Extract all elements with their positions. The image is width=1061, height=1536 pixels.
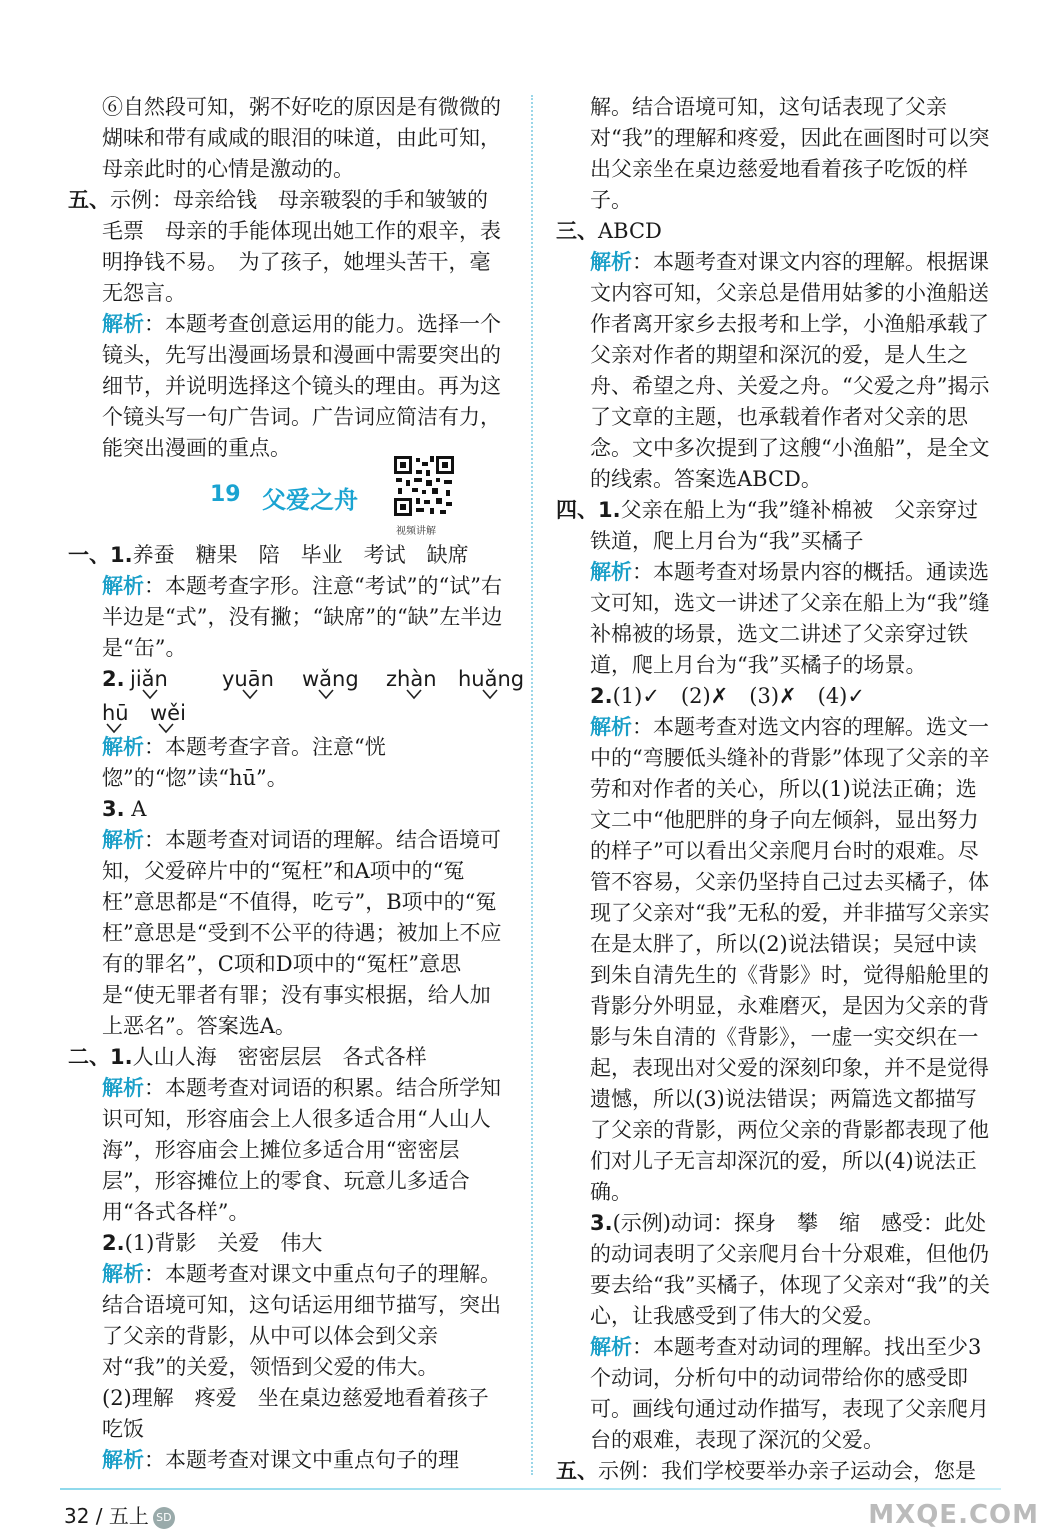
lesson-title: 父爱之舟 xyxy=(262,486,358,514)
analysis-text: ：本题考查对场景内容的概括。通读选文可知，选文一讲述了父亲在船上为“我”缝补棉被的场景，选文二讲述了父亲穿过铁道，爬上月台为“我”买橘子的场景。 xyxy=(590,560,990,677)
analysis xyxy=(68,825,508,1042)
pinyin-item: wěi xyxy=(150,701,186,725)
answer-text: 养蚕 糖果 陪 毕业 考试 缺席 xyxy=(132,543,469,567)
section-mark: 二、 xyxy=(68,1045,110,1069)
answer-text: (1)✓ (2)✗ (3)✗ (4)✓ xyxy=(612,684,865,708)
analysis-text: ：本题考查对课文中重点句子的理 xyxy=(144,1448,459,1472)
analysis-text: ：本题考查对课文中重点句子的理解。结合语境可知，这句话运用细节描写，突出了父亲的背影，从中可以体会到父亲对“我”的关爱，领悟到父爱的伟大。 xyxy=(102,1262,501,1379)
page-footer xyxy=(64,1500,175,1529)
section-mark: 三、 xyxy=(556,219,598,243)
right-column xyxy=(556,92,996,1487)
section-mark: 一、 xyxy=(68,543,110,567)
analysis xyxy=(556,557,996,681)
question-2 xyxy=(556,681,996,712)
analysis xyxy=(556,1332,996,1456)
pinyin-item: yuān xyxy=(222,667,274,691)
answer-text: (1)背影 关爱 伟大 xyxy=(124,1231,323,1255)
paragraph: ⑥自然段可知，粥不好吃的原因是有微微的煳味和带有咸咸的眼泪的味道，由此可知，母亲此时的心情是激动的。 xyxy=(102,95,501,181)
answer-text: 示例：母亲给钱 母亲皲裂的手和皱皱的毛票 母亲的手能体现出她工作的艰辛，表明挣钱不易。 为了孩子，她埋头苦干，毫无怨言。 xyxy=(102,188,501,305)
grade-label: 五上 xyxy=(108,1504,149,1528)
watermark: MXQE.COM xyxy=(868,1500,1039,1530)
footer-separator: / xyxy=(89,1504,109,1528)
check-mark-icon xyxy=(158,722,174,734)
analysis xyxy=(68,732,508,794)
section-3-answer xyxy=(556,216,996,247)
pinyin-item: hū xyxy=(102,701,129,725)
analysis-label: 解析 xyxy=(102,828,144,852)
section-5-answer xyxy=(556,1456,996,1487)
analysis-text: ：本题考查对动词的理解。找出至少3个动词，分析句中的动词带给你的感受即可。画线句通过动作描写，表现了父亲爬月台的艰难，表现了深沉的父爱。 xyxy=(590,1335,989,1452)
qr-caption: 视频讲解 xyxy=(396,526,436,537)
left-column-lower xyxy=(68,540,525,1476)
pinyin-item: huǎng xyxy=(458,667,525,691)
question-number: 2. xyxy=(590,684,613,708)
question-2 xyxy=(68,1228,508,1259)
question-number: 3. xyxy=(102,797,125,821)
lesson-number: 19 xyxy=(210,482,241,507)
qr-code-icon[interactable] xyxy=(392,454,456,518)
question-number: 2. xyxy=(102,1231,125,1255)
analysis-text: ：本题考查字音。注意“恍惚”的“惚”读“hū”。 xyxy=(102,735,386,790)
pinyin-item: wǎng xyxy=(302,667,359,691)
analysis-label: 解析 xyxy=(102,1448,144,1472)
answer-text: A xyxy=(131,797,147,821)
analysis xyxy=(556,247,996,495)
answer-text: ABCD xyxy=(598,219,662,243)
answer-text: 父亲在船上为“我”缝补棉被 父亲穿过铁道，爬上月台为“我”买橘子 xyxy=(590,498,979,553)
question-number: 1. xyxy=(110,1045,133,1069)
analysis-text: ：本题考查对课文内容的理解。根据课文内容可知，父亲总是借用姑爹的小渔船送作者离开家乡去报考和上学，小渔船承载了父亲对作者的期望和深沉的爱，是人生之舟、希望之舟、关爱之舟。“父爱之舟”揭示了文章的主题，也承载着作者对父亲的思念。文中多次提到了这艘“小渔船”，是全文的线索。答案选ABCD。 xyxy=(590,250,990,491)
analysis-text: ：本题考查对词语的理解。结合语境可知，父爱碎片中的“冤枉”和A项中的“冤枉”意思都是“不值得，吃亏”，B项中的“冤枉”意思是“受到不公平的待遇；被加上不应有的罪名”，C项和D项中的“冤枉”意思是“使无罪者有罪；没有事实根据，给人加上恶名”。答案选A。 xyxy=(102,828,502,1038)
question-3 xyxy=(68,794,508,825)
question-3 xyxy=(556,1208,996,1332)
analysis-text: ：本题考查字形。注意“考试”的“试”右半边是“式”，没有撇；“缺席”的“缺”左半边是“缶”。 xyxy=(102,574,503,660)
analysis-label: 解析 xyxy=(590,1335,632,1359)
section-mark: 五、 xyxy=(556,1459,598,1483)
analysis-label: 解析 xyxy=(102,735,144,759)
analysis-label: 解析 xyxy=(590,560,632,584)
answer-text: 示例：我们学校要举办亲子运动会，您是 xyxy=(598,1459,976,1483)
analysis-text: ：本题考查对选文内容的理解。选文一中的“弯腰低头缝补的背影”体现了父亲的辛劳和对作者的关心，所以(1)说法正确；选文二中“他肥胖的身子向左倾斜，显出努力的样子”可以看出父亲爬月台时的艰难。尽管不容易，父亲仍坚持自己过去买橘子，体现了父亲对“我”无私的爱，并非描写父亲实在是太胖了，所以(2)说法错误；吴冠中读到朱自清先生的《背影》时，觉得船舱里的背影分外明显，永难磨灭，是因为父亲的背影与朱自清的《背影》，一虚一实交织在一起，表现出对父爱的深刻印象，并不是觉得遗憾，所以(3)说法错误；两篇选文都描写了父亲的背影，两位父亲的背影都表现了他们对儿子无言却深沉的爱，所以(4)说法正确。 xyxy=(590,715,990,1204)
analysis-label: 解析 xyxy=(102,574,144,598)
lesson-heading xyxy=(200,452,500,537)
analysis-label: 解析 xyxy=(590,715,632,739)
analysis-label: 解析 xyxy=(102,312,144,336)
question-number: 3. xyxy=(590,1211,613,1235)
pinyin-question xyxy=(68,664,525,732)
pinyin-row-1 xyxy=(102,664,525,698)
answer-text: 人山人海 密密层层 各式各样 xyxy=(132,1045,427,1069)
column-divider xyxy=(531,95,533,1475)
analysis-label: 解析 xyxy=(102,1262,144,1286)
section-mark: 五、 xyxy=(68,188,110,212)
check-mark-icon xyxy=(106,722,122,734)
pinyin-item: jiǎn xyxy=(130,667,168,691)
section-2-q1 xyxy=(68,1042,508,1073)
section-4-q1 xyxy=(556,495,996,557)
footer-rule xyxy=(60,1488,1001,1490)
analysis xyxy=(68,1445,508,1476)
analysis-text: ：本题考查对词语的积累。结合所学知识可知，形容庙会上人很多适合用“人山人海”，形容庙会上摊位多适合用“密密层层”，形容摊位上的零食、玩意儿多适合用“各式各样”。 xyxy=(102,1076,501,1224)
page-number: 32 xyxy=(64,1504,90,1528)
question-number: 1. xyxy=(598,498,621,522)
question-number: 2. xyxy=(102,667,125,691)
pinyin-item: zhàn xyxy=(386,667,437,691)
section-1-q1 xyxy=(68,540,508,571)
analysis xyxy=(68,309,508,464)
edition-badge: SD xyxy=(153,1507,175,1529)
section-5-answer xyxy=(68,185,508,309)
pinyin-row-2 xyxy=(102,698,508,732)
section-mark: 四、 xyxy=(556,498,598,522)
analysis xyxy=(556,712,996,1208)
question-number: 1. xyxy=(110,543,133,567)
analysis-label: 解析 xyxy=(590,250,632,274)
analysis xyxy=(68,1073,508,1228)
analysis xyxy=(68,571,508,664)
analysis-label: 解析 xyxy=(102,1076,144,1100)
left-column xyxy=(68,92,508,464)
analysis xyxy=(68,1259,508,1383)
analysis-text: ：本题考查创意运用的能力。选择一个镜头，先写出漫画场景和漫画中需要突出的细节，并说明选择这个镜头的理由。再为这个镜头写一句广告词。广告词应简洁有力，能突出漫画的重点。 xyxy=(102,312,501,460)
analysis-continued: 解。结合语境可知，这句话表现了父亲对“我”的理解和疼爱，因此在画图时可以突出父亲坐在桌边慈爱地看着孩子吃饭的样子。 xyxy=(590,95,990,212)
answer: (2)理解 疼爱 坐在桌边慈爱地看着孩子吃饭 xyxy=(102,1386,489,1441)
answer-text: (示例)动词：探身 攀 缩 感受：此处的动词表明了父亲爬月台十分艰难，但他仍要去给“我”买橘子，体现了父亲对“我”的关心，让我感受到了伟大的父爱。 xyxy=(590,1211,990,1328)
